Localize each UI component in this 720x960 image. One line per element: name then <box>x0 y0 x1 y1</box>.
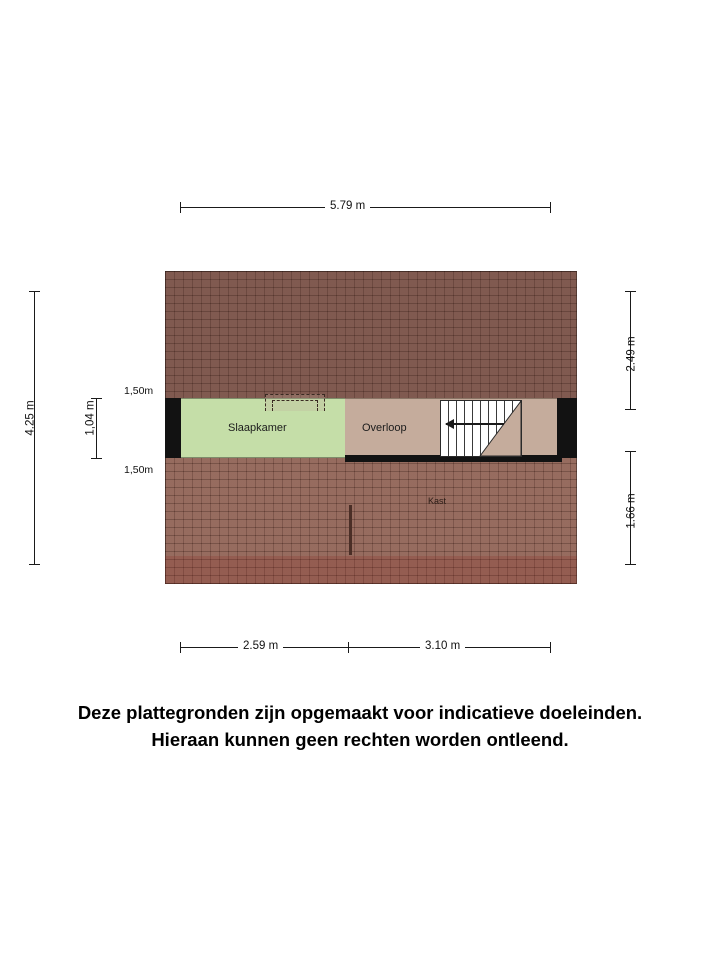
room-label-slaapkamer: Slaapkamer <box>228 422 287 434</box>
dimension-label-left-outer: 4.25 m <box>24 400 37 436</box>
dimension-label-bottom-right: 3.10 m <box>420 640 465 652</box>
dimension-label-right-lower: 1.66 m <box>625 493 638 529</box>
dimension-label-bottom-left: 2.59 m <box>238 640 283 652</box>
dormer-inner-outline <box>272 400 318 411</box>
room-label-kast: Kast <box>428 496 447 506</box>
staircase <box>440 400 522 457</box>
wall-left <box>165 398 181 458</box>
dimension-tick-top-left <box>180 202 181 213</box>
room-label-overloop: Overloop <box>362 422 407 434</box>
dimension-tick-right-upper-bottom <box>625 409 636 410</box>
dimension-label-left-inner: 1,04 m <box>84 400 97 436</box>
dimension-tick-right-lower-bottom <box>625 564 636 565</box>
dimension-label-inner-top: 1,50m <box>124 385 154 397</box>
dimension-tick-bottom-right-start <box>348 642 349 653</box>
dimension-tick-top-right <box>550 202 551 213</box>
disclaimer-line-2: Hieraan kunnen geen rechten worden ontleend. <box>151 728 569 750</box>
dimension-tick-right-upper-top <box>625 291 636 292</box>
dimension-label-right-upper: 2.49 m <box>625 336 638 372</box>
dimension-tick-bottom-left-start <box>180 642 181 653</box>
dimension-tick-left-inner-top <box>91 398 102 399</box>
dimension-label-inner-bottom: 1,50m <box>124 464 154 476</box>
dimension-tick-left-outer-bottom <box>29 564 40 565</box>
roof-upper-slope <box>165 271 577 398</box>
dimension-tick-bottom-right-end <box>550 642 551 653</box>
roof-eave-strip <box>165 556 577 584</box>
roof-ridge-marker <box>349 505 352 555</box>
disclaimer-text <box>0 700 720 754</box>
stair-direction-arrow-icon <box>446 423 504 425</box>
disclaimer-line-1: Deze plattegronden zijn opgemaakt voor indicatieve doeleinden. <box>77 702 643 723</box>
dimension-tick-left-inner-bottom <box>91 458 102 459</box>
dormer-window <box>265 394 325 411</box>
dimension-tick-left-outer-top <box>29 291 40 292</box>
wall-right <box>557 398 577 458</box>
dimension-label-top: 5.79 m <box>325 200 370 212</box>
dimension-tick-right-lower-top <box>625 451 636 452</box>
